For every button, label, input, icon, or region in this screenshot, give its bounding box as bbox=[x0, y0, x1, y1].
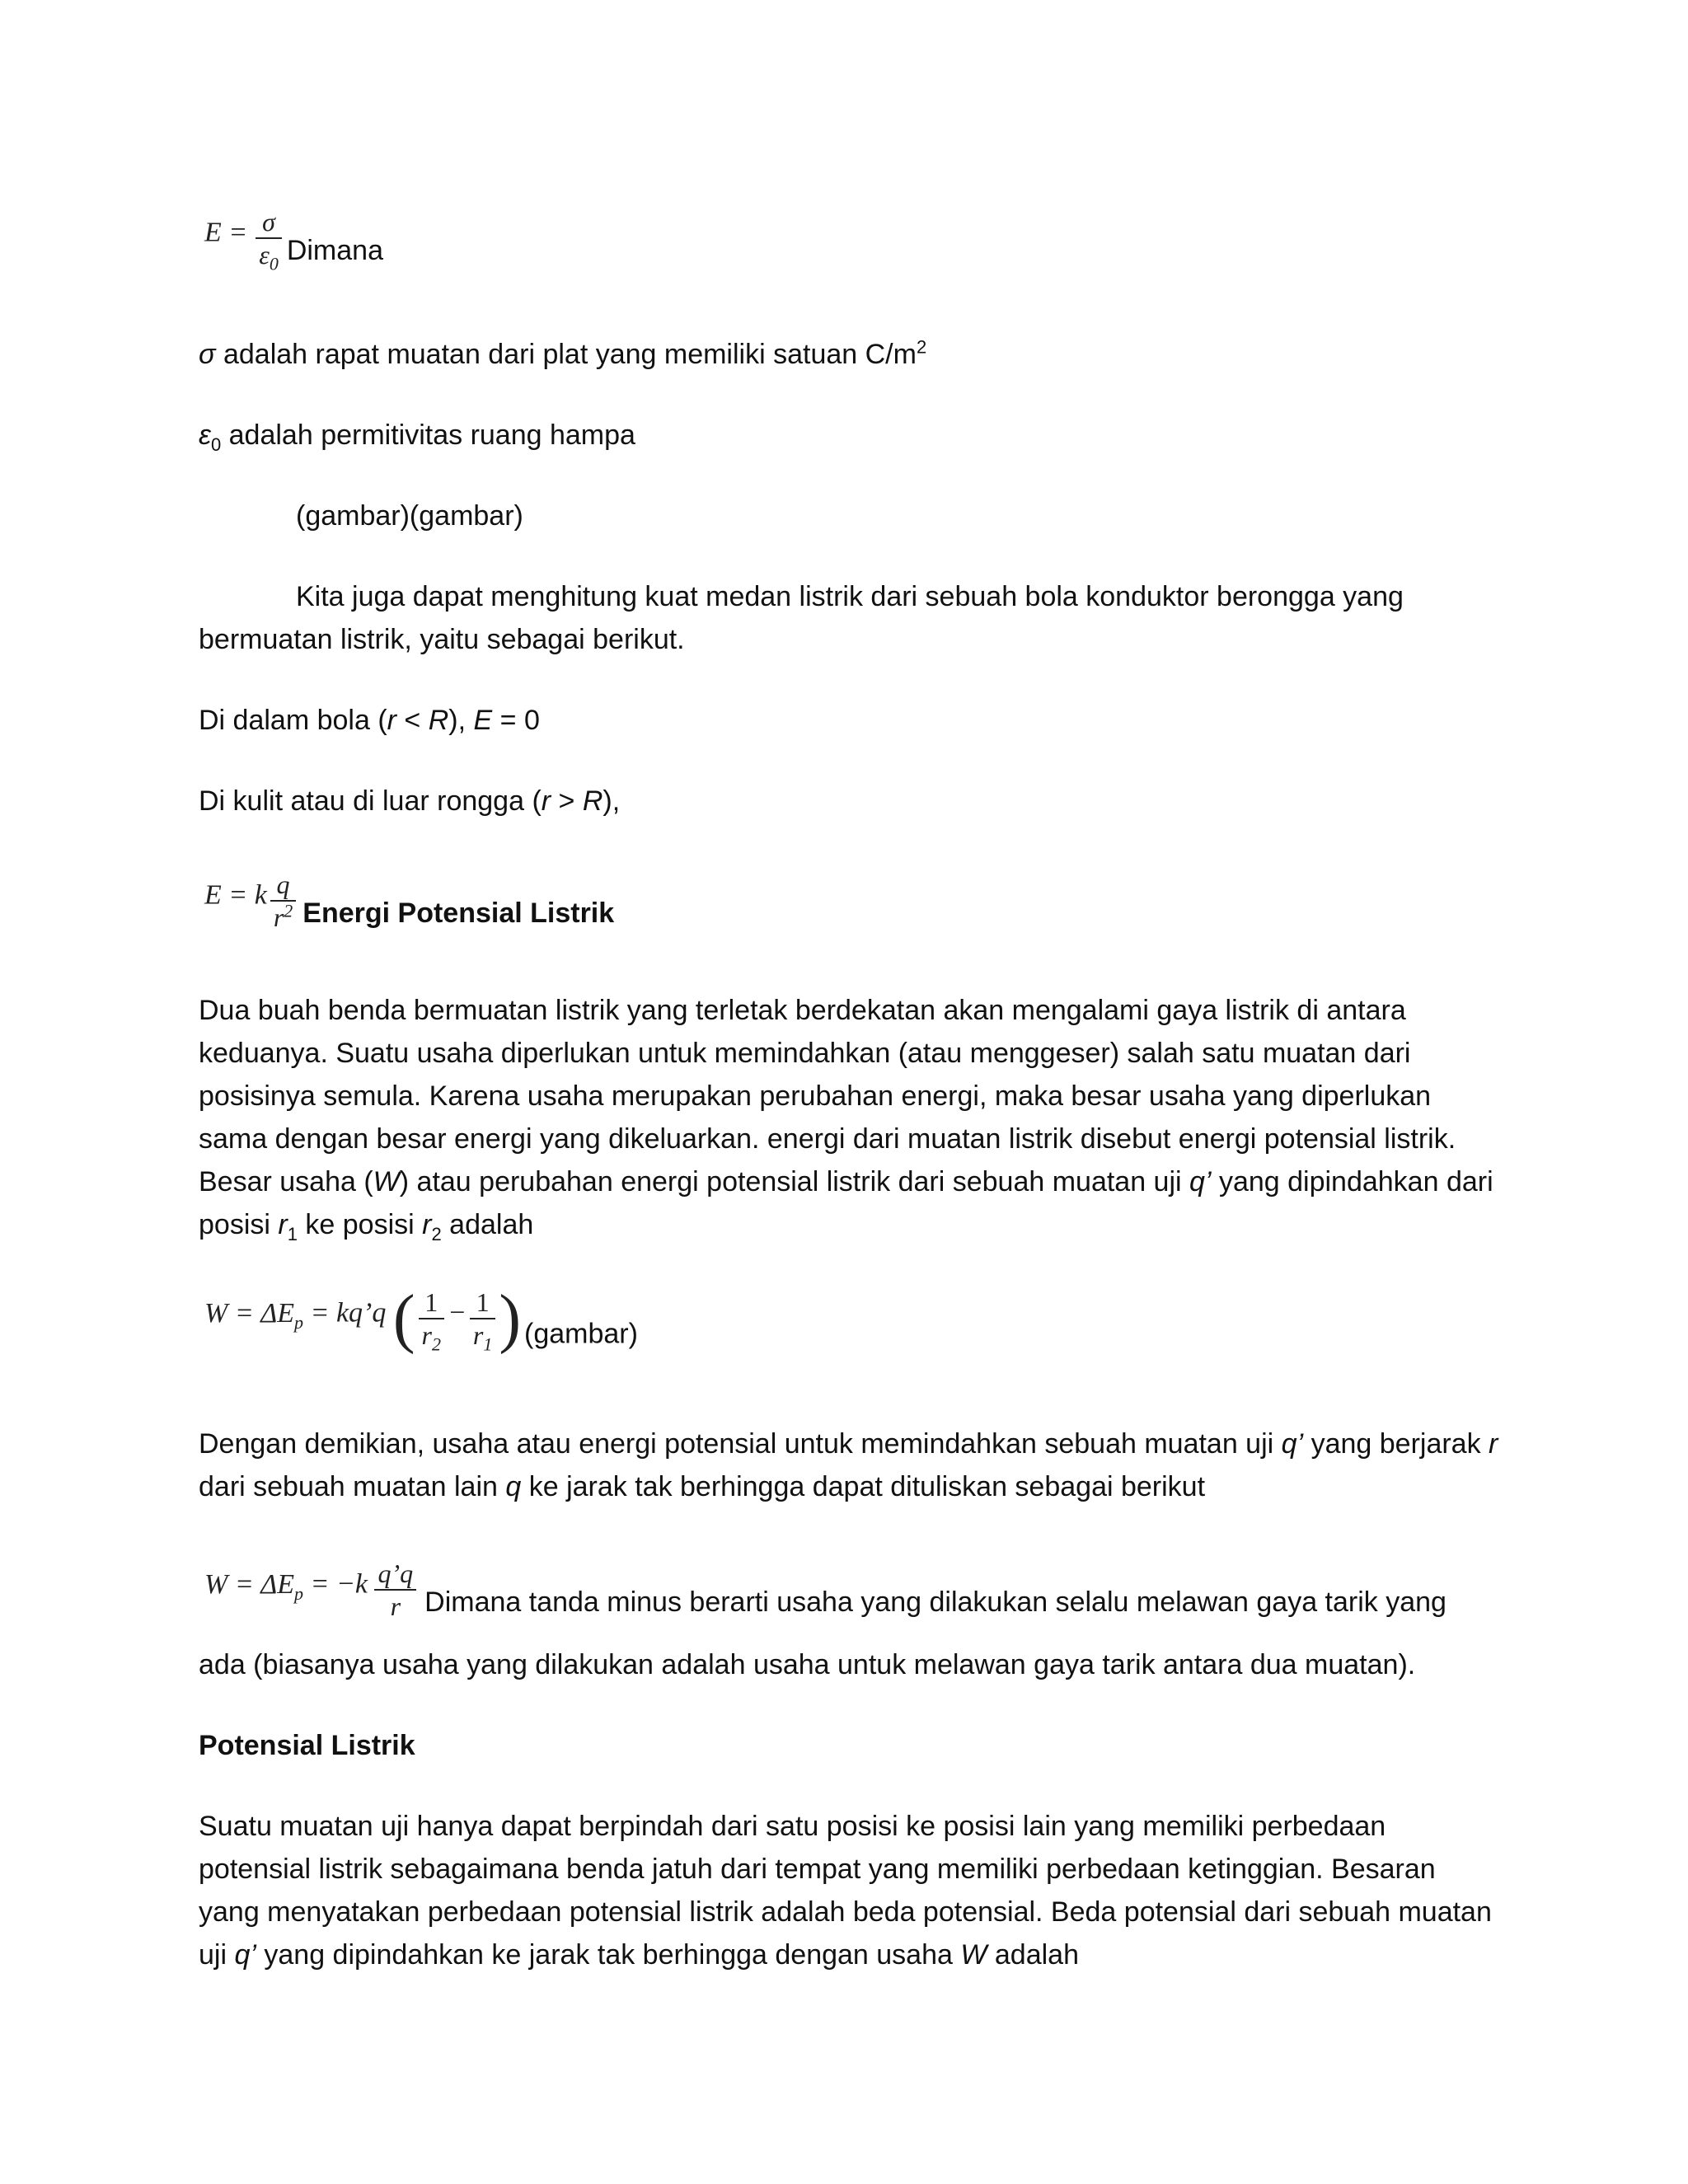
text-segment: Dengan demikian, usaha atau energi potensial untuk memindahkan sebuah muatan uji bbox=[199, 1428, 1282, 1460]
var-r1: r bbox=[278, 1209, 288, 1240]
formula-field-plate bbox=[204, 206, 383, 274]
lhs-subscript: p bbox=[294, 1311, 303, 1333]
text-segment: = 0 bbox=[492, 705, 540, 736]
subscript: 1 bbox=[287, 1223, 298, 1244]
fraction-denominator: r bbox=[374, 1589, 416, 1622]
paragraph-inside-sphere bbox=[199, 699, 1501, 742]
denominator-symbol: r bbox=[421, 1320, 432, 1350]
paragraph-sigma bbox=[199, 333, 1501, 376]
text-segment: yang dipindahkan dari posisi bbox=[199, 1166, 1493, 1240]
formula-work-energy bbox=[204, 1282, 638, 1355]
formula-lhs bbox=[204, 1568, 303, 1604]
epsilon-symbol: ε bbox=[199, 419, 211, 451]
sigma-symbol: σ bbox=[199, 339, 216, 370]
fraction-denominator bbox=[270, 900, 296, 933]
formula-mid: = −k bbox=[303, 1568, 375, 1600]
text-segment: ) atau perubahan energi potensial listrik dari sebuah muatan uji bbox=[399, 1166, 1190, 1197]
text-segment: dari sebuah muatan lain bbox=[199, 1471, 506, 1502]
formula-lhs bbox=[204, 1297, 303, 1333]
fraction-denominator bbox=[256, 237, 282, 274]
section-heading-energy: Energi Potensial Listrik bbox=[302, 897, 615, 929]
fraction-numerator: σ bbox=[262, 207, 275, 237]
formula-lhs: E = k bbox=[204, 879, 267, 911]
paragraph-epsilon bbox=[199, 414, 1501, 457]
denominator-subscript: 0 bbox=[269, 253, 279, 274]
formula-mid: = kq’q bbox=[303, 1297, 393, 1329]
lhs-subscript: p bbox=[294, 1582, 303, 1604]
fraction-denominator bbox=[419, 1318, 444, 1355]
paragraph-work-infinity bbox=[199, 1422, 1501, 1508]
lhs-text: W = ΔE bbox=[204, 1568, 294, 1600]
var-R: R bbox=[428, 705, 449, 736]
var-W: W bbox=[960, 1939, 987, 1971]
var-r: r bbox=[1489, 1428, 1498, 1460]
text-segment: adalah bbox=[441, 1209, 534, 1240]
paragraph-image-placeholder: (gambar)(gambar) bbox=[296, 500, 523, 532]
left-paren: ( bbox=[392, 1282, 415, 1355]
var-r: r bbox=[387, 705, 396, 736]
var-q-prime: q’ bbox=[1189, 1166, 1212, 1197]
formula-field-sphere bbox=[204, 869, 614, 933]
text-segment: Di kulit atau di luar rongga ( bbox=[199, 785, 542, 817]
minus-sign: − bbox=[447, 1297, 467, 1329]
text-segment: ), bbox=[603, 785, 621, 817]
text-segment: Suatu muatan uji hanya dapat berpindah dari satu posisi ke posisi lain yang memiliki perbedaan potensial listrik sebagaimana benda jatuh dari tempat yang memiliki perbedaan ketinggian. Besaran yang menyatakan perbedaan potensial listrik adalah beda potensial. Beda potensial dari sebuah muatan uji bbox=[199, 1811, 1492, 1971]
var-q-prime: q’ bbox=[1281, 1428, 1304, 1460]
var-W: W bbox=[373, 1166, 400, 1197]
text-segment: ), bbox=[448, 705, 474, 736]
text-segment: adalah bbox=[987, 1939, 1079, 1971]
epsilon-text: adalah permitivitas ruang hampa bbox=[221, 419, 635, 451]
denominator-symbol: ε bbox=[259, 240, 270, 269]
fraction-denominator bbox=[470, 1318, 495, 1355]
lhs-text: W = ΔE bbox=[204, 1297, 294, 1329]
denominator-subscript: 2 bbox=[431, 1333, 441, 1355]
fraction-numerator: 1 bbox=[424, 1287, 438, 1317]
fraction-numerator: 1 bbox=[476, 1287, 490, 1317]
fraction-numerator: q’q bbox=[377, 1558, 414, 1588]
text-segment: Dua buah benda bermuatan listrik yang terletak berdekatan akan mengalami gaya listrik di antara keduanya. Suatu usaha diperlukan untuk memindahkan (atau menggeser) salah satu muatan dari posisinya semula. Karena usaha merupakan perubahan energi, maka besar usaha yang diperlukan sama dengan besar energi yang dikeluarkan. energi dari muatan listrik disebut energi potensial listrik. Besar usaha ( bbox=[199, 995, 1456, 1197]
formula-trailing-text: Dimana tanda minus berarti usaha yang dilakukan selalu melawan gaya tarik yang bbox=[424, 1586, 1447, 1618]
fraction-one-over-r2 bbox=[419, 1286, 444, 1355]
unit-superscript: 2 bbox=[916, 336, 927, 358]
var-q-prime: q’ bbox=[234, 1939, 256, 1971]
var-r: r bbox=[541, 785, 551, 817]
formula-fraction bbox=[256, 206, 282, 274]
formula-work-infinity bbox=[204, 1558, 1507, 1622]
paragraph-minus-sign: ada (biasanya usaha yang dilakukan adalah usaha untuk melawan gaya tarik antara dua muatan). bbox=[199, 1649, 1416, 1680]
sigma-text: adalah rapat muatan dari plat yang memiliki satuan C/m bbox=[215, 339, 917, 370]
var-q: q bbox=[505, 1471, 522, 1502]
text-segment: < bbox=[396, 705, 429, 736]
text-segment: yang berjarak bbox=[1303, 1428, 1489, 1460]
paragraph-potential-energy bbox=[199, 989, 1501, 1246]
paragraph-outside-sphere bbox=[199, 780, 1501, 823]
text-segment: Di dalam bola ( bbox=[199, 705, 387, 736]
paragraph-sphere-intro: Kita juga dapat menghitung kuat medan listrik dari sebuah bola konduktor berongga yang bermuatan listrik, yaitu sebagai berikut. bbox=[199, 581, 1404, 655]
denominator-symbol: r bbox=[273, 902, 284, 932]
denominator-symbol: r bbox=[472, 1320, 484, 1350]
text-segment: yang dipindahkan ke jarak tak berhingga dengan usaha bbox=[256, 1939, 961, 1971]
fraction-numerator: q bbox=[276, 869, 290, 899]
formula-fraction bbox=[374, 1558, 416, 1622]
formula-lhs: E = bbox=[204, 217, 248, 248]
var-R: R bbox=[582, 785, 603, 817]
paragraph-potential bbox=[199, 1805, 1501, 1976]
text-segment: > bbox=[551, 785, 583, 817]
formula-trailing-text: Dimana bbox=[286, 234, 383, 266]
section-heading-potential: Potensial Listrik bbox=[199, 1730, 415, 1761]
denominator-superscript: 2 bbox=[284, 900, 293, 921]
denominator-subscript: 1 bbox=[483, 1333, 493, 1355]
subscript: 2 bbox=[431, 1223, 442, 1244]
fraction-one-over-r1 bbox=[470, 1286, 495, 1355]
text-segment: ke jarak tak berhingga dapat dituliskan sebagai berikut bbox=[521, 1471, 1206, 1502]
right-paren: ) bbox=[499, 1282, 521, 1355]
epsilon-subscript: 0 bbox=[210, 434, 222, 455]
formula-fraction bbox=[270, 869, 296, 933]
formula-trailing-text: (gambar) bbox=[524, 1318, 638, 1350]
var-E: E bbox=[473, 705, 493, 736]
text-segment: ke posisi bbox=[297, 1209, 423, 1240]
var-r2: r bbox=[422, 1209, 432, 1240]
